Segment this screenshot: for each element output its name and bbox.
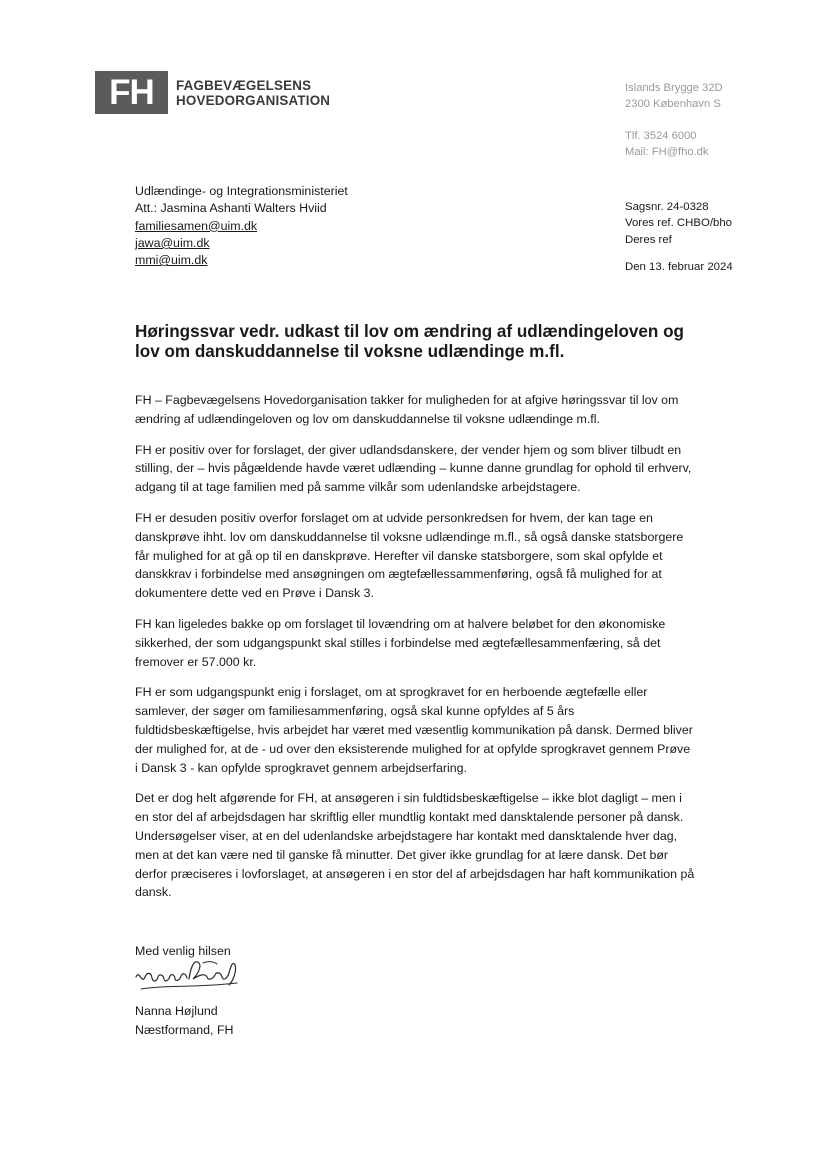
body-paragraph: FH – Fagbevægelsens Hovedorganisation takker for muligheden for at afgive høringssvar til lov om ændring af udlændingeloven og lov om danskuddannelse til voksne udlændinge m.fl. xyxy=(135,393,679,426)
body-paragraph: FH kan ligeledes bakke op om forslaget til lovændring om at halvere beløbet for den økonomiske sikkerhed, der som udgangspunkt skal stilles i forbindelse med ægtefællesammenfæring, så det fremover er 57.000 kr. xyxy=(135,616,666,669)
recipient-email-link[interactable]: familiesamen@uim.dk xyxy=(135,218,258,233)
reference-block xyxy=(625,199,733,275)
closing-greeting: Med venlig hilsen xyxy=(135,944,231,958)
body-paragraph: Det er dog helt afgørende for FH, at ansøgeren i sin fuldtidsbeskæftigelse – ikke blot dagligt – men i en stor del af arbejdsdagen har skriftlig eller mundtlig kontakt med dansktalende personer på dansk. Undersøgelser viser, at en del udenlandske arbejdstagere har kontakt med dansktalende hver dag, men at det kan være ned til ganske få minutter. Det giver ikke grundlag for at lære dansk. Det bør derfor præciseres i lovforslaget, at ansøgeren i en stor del af arbejdsdagen har haft kommunikation på dansk. xyxy=(135,791,695,900)
signer-block xyxy=(135,1002,233,1039)
recipient-block xyxy=(135,183,348,269)
recipient-org: Udlændinge- og Integrationsministeriet xyxy=(135,184,348,198)
logo-line-2: HOVEDORGANISATION xyxy=(176,92,331,108)
sender-address-line-2: 2300 København S xyxy=(625,98,721,110)
case-number: Sagsnr. 24-0328 xyxy=(625,201,709,213)
recipient-email-link[interactable]: mmi@uim.dk xyxy=(135,253,208,268)
body-paragraph: FH er positiv over for forslaget, der giver udlandsdanskere, der vender hjem og som bliver tilbudt en stilling, der – hvis pågældende havde været udlænding – kunne danne grundlag for ophold til erhverv, adgang til at tage familien med på samme vilkår som udenlandske arbejdstagere. xyxy=(135,442,692,495)
fh-logo-mark-text: FH xyxy=(109,73,154,112)
sender-phone: Tlf. 3524 6000 xyxy=(625,130,697,142)
letter-heading: Høringssvar vedr. udkast til lov om ændring af udlændingeloven og lov om danskuddannelse til voksne udlændinge m.fl. xyxy=(135,322,684,361)
body-paragraph: FH er som udgangspunkt enig i forslaget, om at sprogkravet for en herboende ægtefælle eller samlever, der søger om familiesammenføring, også skal kunne opfyldes af 5 års fuldtidsbeskæftigelse, hvis arbejdet har været med væsentlig kommunikation på dansk. Dermed bliver der mulighed for, at de - ud over den eksisterende mulighed for at opfylde sprogkravet gennem Prøve i Dansk 3 - kan opfylde sprogkravet gennem arbejdserfaring. xyxy=(135,685,693,775)
handwritten-signature xyxy=(133,955,248,997)
sender-address-line-1: Islands Brygge 32D xyxy=(625,82,723,94)
fh-logo-wordmark xyxy=(176,78,330,108)
body-paragraph: FH er desuden positiv overfor forslaget om at udvide personkredsen for hvem, der kan tage en danskprøve ihht. lov om danskuddannelse til voksne udlændinge m.fl., så også danske statsborgere får mulighed for at gå op til en danskprøve. Herefter vil danske statsborgere, som skal opfylde et danskkrav i forbindelse med ansøgningen om ægtefællessammenføring, også få mulighed for at dokumentere dette ved en Prøve i Dansk 3. xyxy=(135,510,684,601)
letter-body xyxy=(135,391,695,914)
recipient-att: Att.: Jasmina Ashanti Walters Hviid xyxy=(135,201,327,216)
fh-logo xyxy=(95,71,330,114)
signer-title: Næstformand, FH xyxy=(135,1022,234,1037)
your-reference: Deres ref xyxy=(625,233,672,246)
logo-line-1: FAGBEVÆGELSENS xyxy=(176,77,312,93)
letter-date: Den 13. februar 2024 xyxy=(625,260,733,273)
signer-name: Nanna Højlund xyxy=(135,1004,218,1018)
sender-mail: Mail: FH@fho.dk xyxy=(625,146,709,158)
our-reference: Vores ref. CHBO/bho xyxy=(625,217,732,230)
fh-logo-mark xyxy=(95,71,168,114)
recipient-email-link[interactable]: jawa@uim.dk xyxy=(135,235,210,250)
sender-contact-block xyxy=(625,80,723,160)
